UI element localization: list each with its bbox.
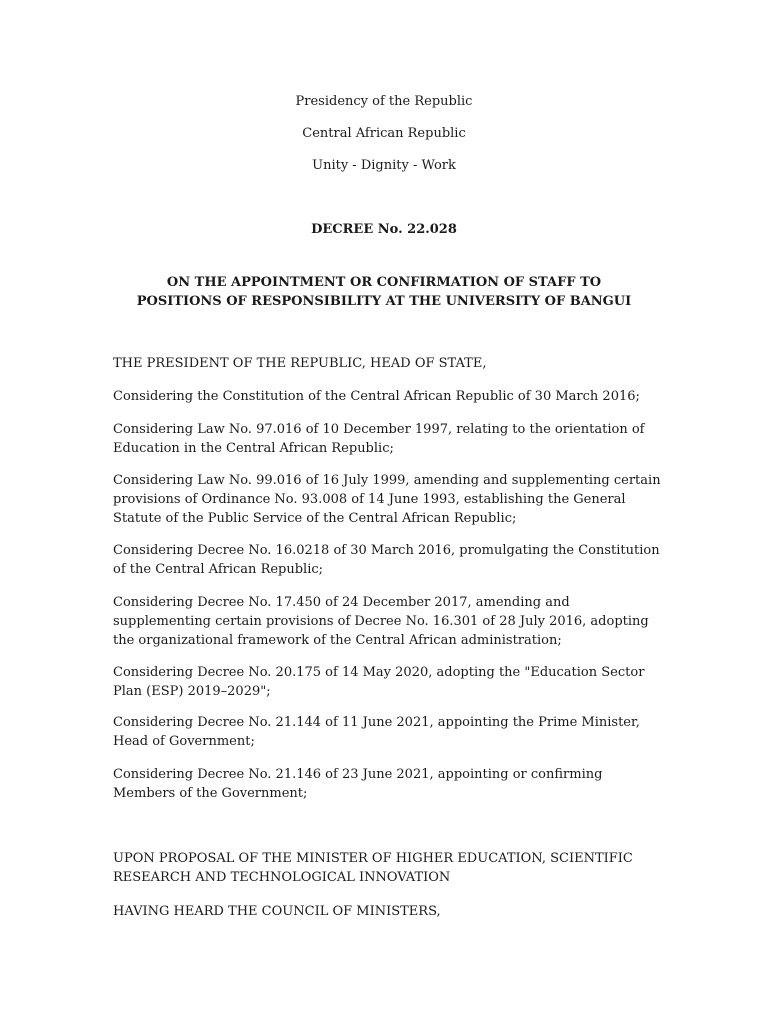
considering-paragraph: Considering Law No. 97.016 of 10 December 1997, relating to the orientation of Education in the Central African Republic; bbox=[113, 422, 645, 456]
proposal-paragraph: UPON PROPOSAL OF THE MINISTER OF HIGHER EDUCATION, SCIENTIFIC RESEARCH AND TECHNOLOGICAL INNOVATION bbox=[113, 851, 633, 885]
considering-paragraph: Considering Decree No. 17.450 of 24 December 2017, amending and supplementing certain provisions of Decree No. 16.301 of 28 July 2016, adopting the organizational framework of the Central African administration; bbox=[113, 595, 649, 648]
considering-paragraph: Considering Decree No. 21.144 of 11 June 2021, appointing the Prime Minister, Head of Government; bbox=[113, 715, 640, 749]
decree-number: DECREE No. 22.028 bbox=[311, 222, 457, 237]
considering-paragraph: Considering Decree No. 20.175 of 14 May 2020, adopting the "Education Sector Plan (ESP) 2019–2029"; bbox=[113, 665, 645, 699]
president-heading: THE PRESIDENT OF THE REPUBLIC, HEAD OF STATE, bbox=[113, 356, 487, 371]
decree-title: ON THE APPOINTMENT OR CONFIRMATION OF STAFF TO POSITIONS OF RESPONSIBILITY AT THE UNIVERSITY OF BANGUI bbox=[136, 275, 632, 309]
header-country: Central African Republic bbox=[302, 126, 466, 141]
council-paragraph: HAVING HEARD THE COUNCIL OF MINISTERS, bbox=[113, 904, 441, 919]
header-motto: Unity - Dignity - Work bbox=[312, 158, 456, 173]
considering-paragraph: Considering the Constitution of the Central African Republic of 30 March 2016; bbox=[113, 389, 640, 404]
considering-paragraph: Considering Decree No. 21.146 of 23 June 2021, appointing or confirming Members of the Government; bbox=[113, 767, 603, 801]
header-presidency: Presidency of the Republic bbox=[295, 94, 473, 109]
considering-paragraph: Considering Decree No. 16.0218 of 30 March 2016, promulgating the Constitution of the Central African Republic; bbox=[113, 543, 660, 577]
considering-paragraph: Considering Law No. 99.016 of 16 July 1999, amending and supplementing certain provisions of Ordinance No. 93.008 of 14 June 1993, establishing the General Statute of the Public Service of the Central African Republic; bbox=[113, 473, 661, 526]
